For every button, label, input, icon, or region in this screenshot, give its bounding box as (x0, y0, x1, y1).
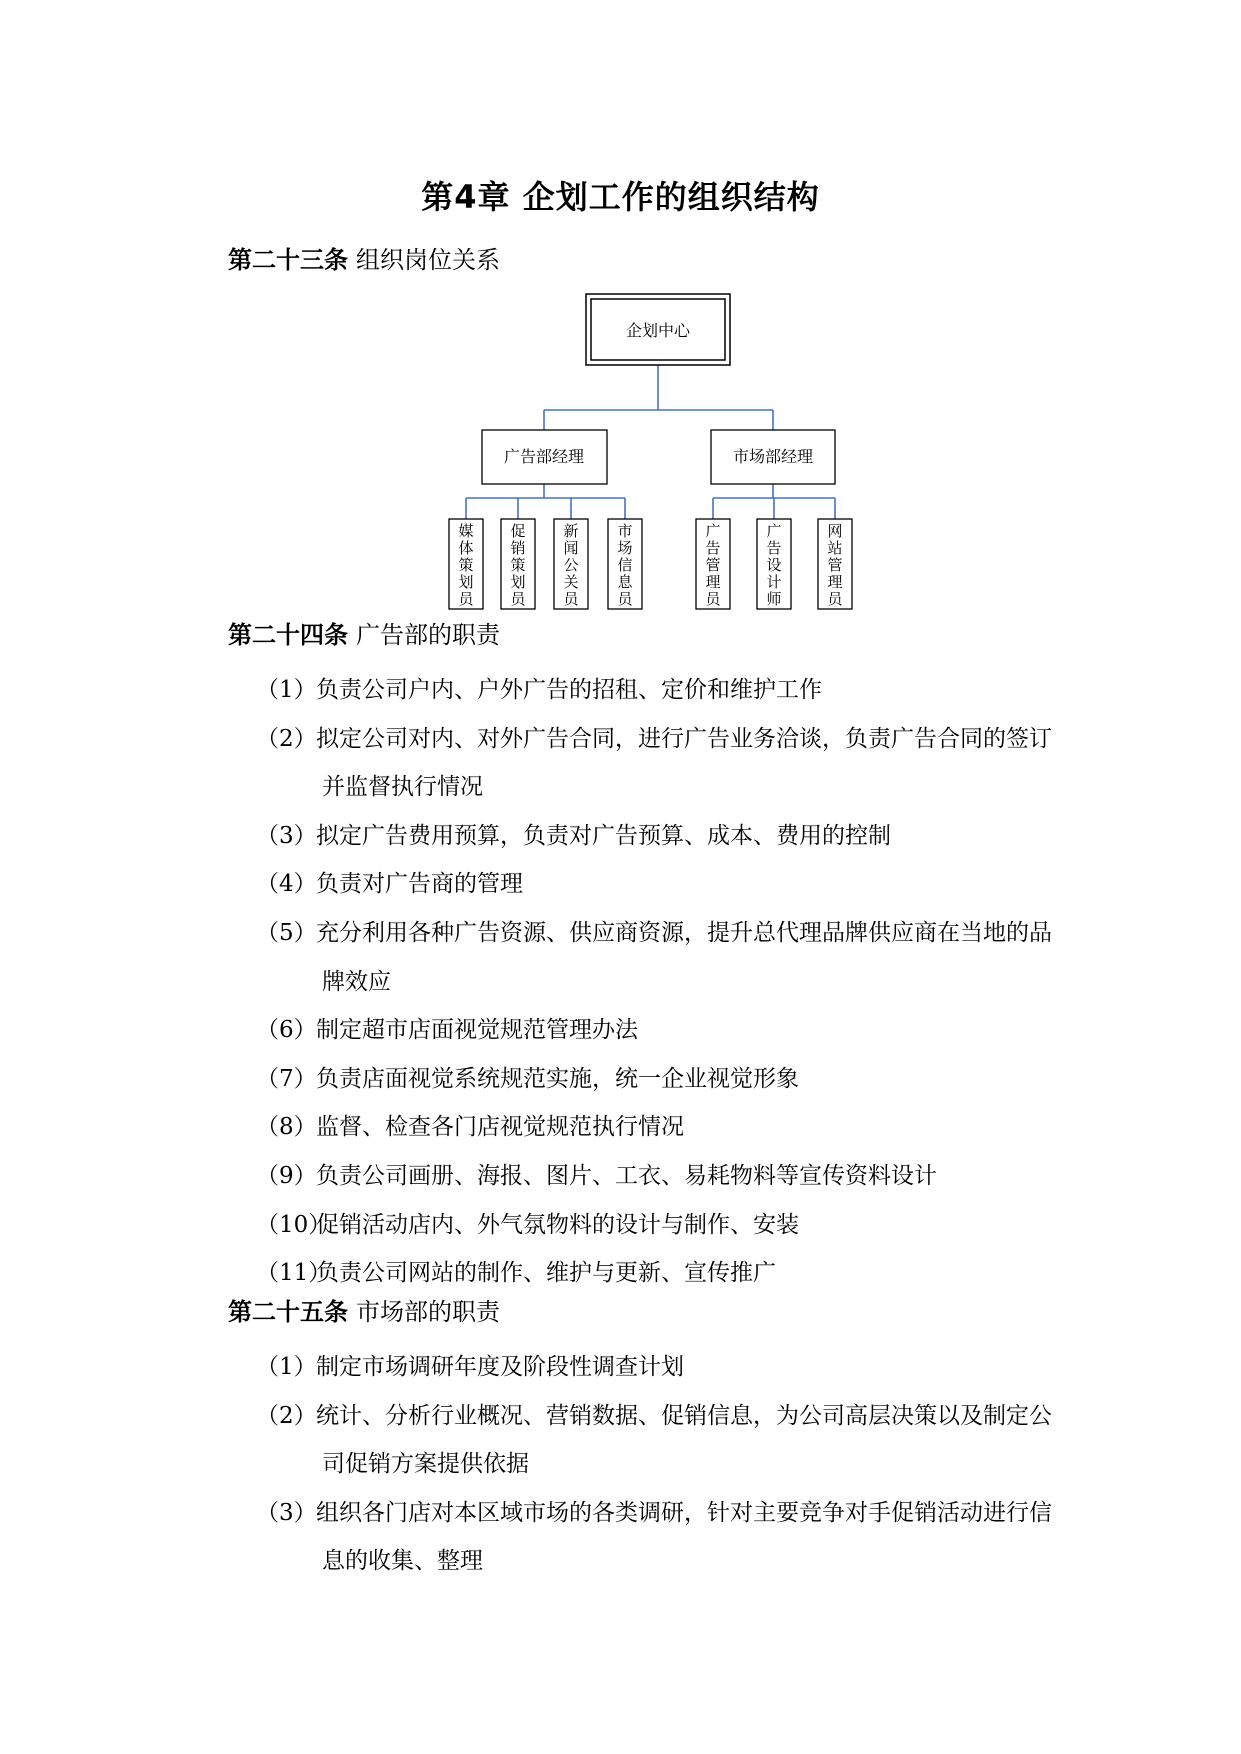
org-role-char: 员 (563, 590, 579, 608)
org-role-char: 理 (827, 573, 843, 591)
article-number: 第二十五条 (228, 1298, 348, 1326)
list-item-text: 统计、分析行业概况、营销数据、促销信息，为公司高层决策以及制定公 (316, 1402, 1052, 1429)
list-item-text: 促销活动店内、外气氛物料的设计与制作、安装 (316, 1211, 799, 1238)
org-manager-ad (482, 430, 607, 484)
list-item-number: （4） (256, 871, 317, 898)
list-item-text: 负责店面视觉系统规范实施，统一企业视觉形象 (316, 1065, 799, 1092)
list-item (256, 1060, 799, 1093)
org-manager-mk (711, 430, 835, 484)
list-item-continuation: 司促销方案提供依据 (322, 1451, 529, 1478)
org-role-char: 销 (510, 539, 526, 557)
list-item-number: （6） (256, 1017, 317, 1044)
list-item (256, 720, 1052, 753)
org-role-char: 闻 (563, 539, 579, 557)
list-item-number: （11） (256, 1260, 332, 1287)
list-item-number: （9） (256, 1163, 317, 1189)
article-number: 第二十三条 (228, 246, 348, 274)
list-item (256, 1108, 684, 1141)
list-item-text: 制定市场调研年度及阶段性调查计划 (316, 1354, 684, 1380)
list-item (256, 1397, 1052, 1430)
list-item-number: （3） (256, 822, 317, 849)
org-role-char: 设 (766, 556, 782, 574)
list-item-text: 拟定广告费用预算，负责对广告预算、成本、费用的控制 (316, 822, 891, 849)
org-role-char: 员 (617, 590, 633, 608)
list-item-text: 负责公司网站的制作、维护与更新、宣传推广 (316, 1260, 776, 1287)
org-role-char: 员 (827, 590, 843, 608)
org-role-char: 策 (510, 556, 526, 574)
org-root-node (586, 294, 730, 365)
org-role-char: 促 (510, 522, 526, 540)
org-role-char: 广 (705, 522, 721, 540)
org-role-char: 网 (827, 522, 843, 540)
org-role-char: 计 (766, 573, 782, 591)
list-item (256, 914, 1052, 947)
org-role-char: 息 (617, 573, 633, 591)
article-title: 组织岗位关系 (356, 246, 500, 274)
org-chart (0, 0, 1241, 620)
list-item-number: （7） (256, 1065, 317, 1092)
org-manager-mk-label: 市场部经理 (732, 447, 814, 466)
org-role-char: 管 (827, 556, 843, 574)
org-role-char: 员 (705, 590, 721, 608)
list-item-text: 负责对广告商的管理 (316, 871, 523, 898)
org-role-char: 广 (766, 522, 782, 540)
list-item (256, 671, 822, 704)
list-item (256, 1254, 776, 1287)
org-role-char: 告 (705, 539, 721, 557)
list-item-continuation: 牌效应 (322, 968, 391, 995)
article-title: 广告部的职责 (356, 621, 500, 649)
list-item (256, 817, 891, 850)
org-role-char: 信 (617, 556, 633, 574)
list-item-text: 负责公司画册、海报、图片、工衣、易耗物料等宣传资料设计 (316, 1163, 937, 1189)
list-item (256, 865, 523, 898)
org-role-char: 站 (827, 539, 843, 557)
org-role-char: 划 (510, 573, 526, 591)
list-item (256, 1011, 638, 1044)
org-role-char: 管 (705, 556, 721, 574)
list-item-text: 负责公司户内、户外广告的招租、定价和维护工作 (316, 677, 822, 703)
list-item-number: （1） (256, 1354, 317, 1380)
list-item (256, 1348, 684, 1381)
list-item-text: 拟定公司对内、对外广告合同，进行广告业务洽谈，负责广告合同的签订 (316, 725, 1052, 752)
list-item-text: 监督、检查各门店视觉规范执行情况 (316, 1114, 684, 1141)
org-role-char: 媒 (458, 522, 474, 540)
org-role-char: 划 (458, 573, 474, 591)
article-25-heading (228, 1292, 500, 1327)
org-role-char: 体 (458, 539, 474, 557)
org-role-char: 师 (766, 590, 782, 608)
list-item-number: （2） (256, 1402, 317, 1429)
article-number: 第二十四条 (228, 621, 348, 649)
org-role-char: 场 (617, 539, 633, 557)
list-item-text: 制定超市店面视觉规范管理办法 (316, 1017, 638, 1044)
org-role-char: 告 (766, 539, 782, 557)
list-item-number: （5） (256, 920, 317, 946)
list-item (256, 1494, 1052, 1527)
list-item (256, 1157, 937, 1190)
org-manager-ad-label: 广告部经理 (503, 447, 585, 466)
article-title: 市场部的职责 (356, 1298, 500, 1326)
org-root-label: 企划中心 (625, 321, 691, 340)
list-item-continuation: 息的收集、整理 (322, 1548, 483, 1575)
org-role-char: 市 (617, 522, 633, 540)
list-item-number: （3） (256, 1499, 317, 1526)
org-role-char: 员 (458, 590, 474, 608)
list-item-text: 充分利用各种广告资源、供应商资源，提升总代理品牌供应商在当地的品 (316, 920, 1052, 946)
list-item (256, 1206, 799, 1239)
chapter-title: 第4章 企划工作的组织结构 (421, 178, 820, 216)
org-role-char: 新 (563, 522, 579, 540)
article-24-heading (228, 615, 500, 650)
org-role-char: 策 (458, 556, 474, 574)
org-role-char: 理 (705, 573, 721, 591)
list-item-number: （8） (256, 1114, 317, 1141)
org-role-char: 员 (510, 590, 526, 608)
list-item-text: 组织各门店对本区域市场的各类调研，针对主要竞争对手促销活动进行信 (316, 1499, 1052, 1526)
list-item-number: （1） (256, 677, 317, 703)
list-item-number: （2） (256, 725, 317, 752)
list-item-continuation: 并监督执行情况 (322, 774, 483, 801)
org-role-boxes (449, 519, 852, 609)
list-item-number: （10） (256, 1211, 332, 1238)
org-role-char: 公 (563, 556, 579, 574)
org-role-char: 关 (563, 573, 579, 591)
